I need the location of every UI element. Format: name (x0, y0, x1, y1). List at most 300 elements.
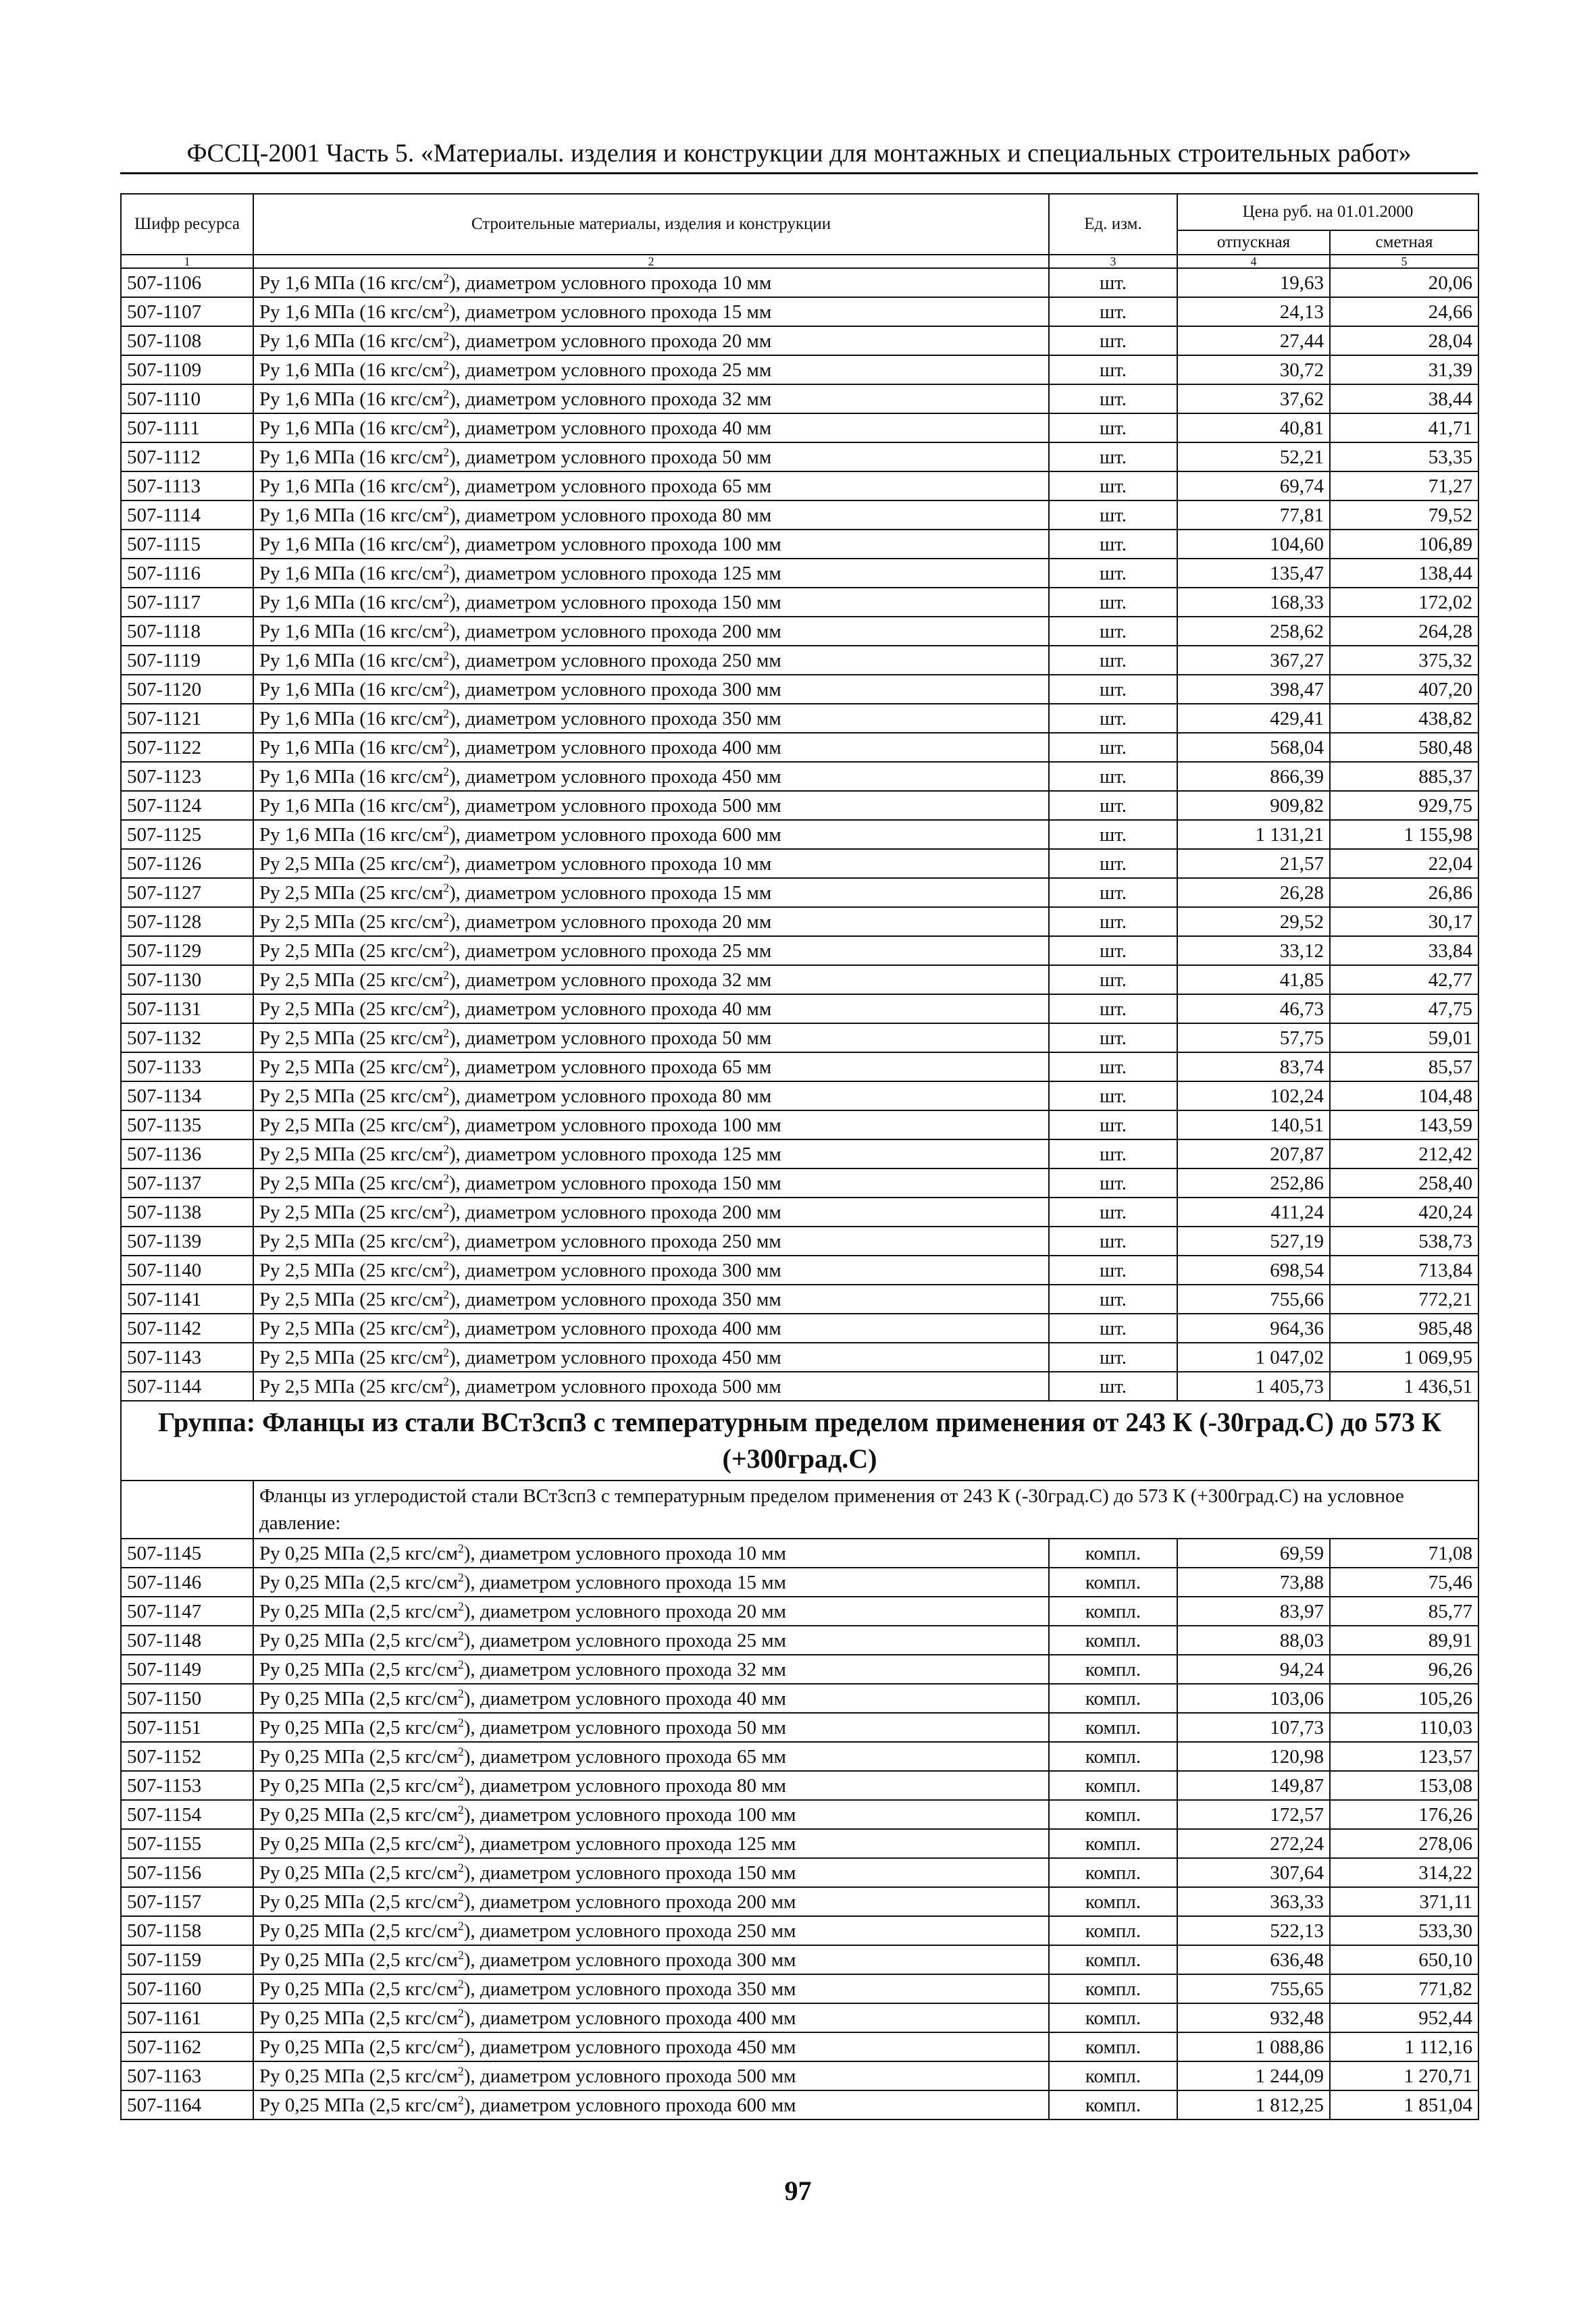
material-name (253, 820, 1049, 849)
resource-code: 507-1143 (121, 1343, 253, 1372)
release-price: 24,13 (1177, 297, 1330, 326)
estimate-price: 75,46 (1330, 1568, 1478, 1597)
resource-code: 507-1140 (121, 1256, 253, 1285)
estimate-price: 59,01 (1330, 1023, 1478, 1052)
estimate-price: 20,06 (1330, 268, 1478, 297)
unit: шт. (1049, 355, 1177, 384)
resource-code: 507-1141 (121, 1285, 253, 1314)
table-row (121, 617, 1478, 646)
unit: компл. (1049, 2003, 1177, 2032)
header-row (121, 194, 1478, 230)
material-name (253, 2032, 1049, 2061)
release-price: 29,52 (1177, 907, 1330, 936)
material-name-part: Ру 2,5 МПа (25 кгс/см (259, 1375, 444, 1397)
material-name-part: Ру 1,6 МПа (16 кгс/см (259, 678, 444, 700)
material-name-part: ), диаметром условного прохода 20 мм (448, 330, 772, 352)
material-name (253, 1800, 1049, 1829)
material-name-part: Ру 2,5 МПа (25 кгс/см (259, 1201, 444, 1223)
material-name-part: ), диаметром условного прохода 250 мм (448, 649, 781, 671)
material-name (253, 791, 1049, 820)
material-name-part: ), диаметром условного прохода 65 мм (463, 1745, 787, 1768)
material-name (253, 1568, 1049, 1597)
material-name-part: ), диаметром условного прохода 500 мм (448, 1375, 781, 1397)
superscript: 2 (443, 1083, 449, 1098)
material-name-part: Ру 0,25 МПа (2,5 кгс/см (259, 1745, 459, 1768)
table-row (121, 1539, 1478, 1568)
resource-code: 507-1139 (121, 1227, 253, 1256)
estimate-price: 28,04 (1330, 326, 1478, 355)
material-name (253, 355, 1049, 384)
resource-code: 507-1134 (121, 1081, 253, 1110)
material-name (253, 1858, 1049, 1887)
resource-code: 507-1107 (121, 297, 253, 326)
material-name-part: ), диаметром условного прохода 350 мм (448, 1288, 781, 1310)
material-name-part: ), диаметром условного прохода 80 мм (463, 1774, 787, 1797)
unit: шт. (1049, 762, 1177, 791)
superscript: 2 (458, 1947, 464, 1961)
superscript: 2 (443, 1025, 449, 1039)
release-price: 411,24 (1177, 1198, 1330, 1227)
material-name-part: Ру 2,5 МПа (25 кгс/см (259, 910, 444, 933)
unit: шт. (1049, 936, 1177, 965)
material-name-part: Ру 1,6 МПа (16 кгс/см (259, 446, 444, 468)
material-name (253, 907, 1049, 936)
estimate-price: 176,26 (1330, 1800, 1478, 1829)
material-name-part: ), диаметром условного прохода 500 мм (448, 794, 781, 817)
material-name-part: ), диаметром условного прохода 100 мм (463, 1803, 796, 1826)
material-name-part: ), диаметром условного прохода 10 мм (448, 272, 772, 294)
material-name (253, 2061, 1049, 2090)
superscript: 2 (443, 822, 449, 836)
material-name (253, 1713, 1049, 1742)
table-row (121, 1198, 1478, 1227)
page-number: 97 (784, 2176, 812, 2206)
estimate-price: 41,71 (1330, 413, 1478, 442)
superscript: 2 (443, 1345, 449, 1359)
unit: шт. (1049, 1168, 1177, 1198)
superscript: 2 (443, 706, 449, 720)
superscript: 2 (443, 590, 449, 604)
material-name-part: Ру 2,5 МПа (25 кгс/см (259, 1259, 444, 1281)
material-name-part: ), диаметром условного прохода 350 мм (463, 1978, 796, 2000)
release-price: 398,47 (1177, 675, 1330, 704)
resource-code: 507-1156 (121, 1858, 253, 1887)
superscript: 2 (443, 619, 449, 633)
estimate-price: 143,59 (1330, 1110, 1478, 1139)
estimate-price: 53,35 (1330, 442, 1478, 471)
unit: шт. (1049, 994, 1177, 1023)
material-name-part: ), диаметром условного прохода 65 мм (448, 475, 772, 497)
material-name-part: Ру 0,25 МПа (2,5 кгс/см (259, 1978, 459, 2000)
price-table-body (121, 194, 1478, 2119)
superscript: 2 (458, 2005, 464, 2020)
material-name-part: ), диаметром условного прохода 25 мм (463, 1629, 787, 1651)
material-name (253, 1771, 1049, 1800)
material-name (253, 1285, 1049, 1314)
subgroup-text: Фланцы из углеродистой стали ВСт3сп3 с температурным пределом применения от 243 К (-30град.С) до 573 К (+300град.С) на условное давление: (253, 1481, 1478, 1539)
unit: компл. (1049, 1974, 1177, 2003)
release-price: 932,48 (1177, 2003, 1330, 2032)
unit: шт. (1049, 384, 1177, 413)
table-row (121, 646, 1478, 675)
estimate-price: 1 112,16 (1330, 2032, 1478, 2061)
material-name (253, 326, 1049, 355)
material-name-part: ), диаметром условного прохода 65 мм (448, 1056, 772, 1078)
unit: шт. (1049, 617, 1177, 646)
estimate-price: 172,02 (1330, 588, 1478, 617)
superscript: 2 (443, 357, 449, 371)
release-price: 30,72 (1177, 355, 1330, 384)
table-row (121, 791, 1478, 820)
material-name-part: Ру 0,25 МПа (2,5 кгс/см (259, 1687, 459, 1709)
material-name (253, 1139, 1049, 1168)
resource-code: 507-1122 (121, 733, 253, 762)
header-release-price: отпускная (1177, 230, 1330, 255)
material-name-part: Ру 0,25 МПа (2,5 кгс/см (259, 1658, 459, 1680)
resource-code: 507-1106 (121, 268, 253, 297)
estimate-price: 71,08 (1330, 1539, 1478, 1568)
table-row (121, 1916, 1478, 1945)
material-name-part: Ру 1,6 МПа (16 кгс/см (259, 475, 444, 497)
material-name-part: Ру 0,25 МПа (2,5 кгс/см (259, 2094, 459, 2116)
group-title: Группа: Фланцы из стали ВСт3сп3 с температурным пределом применения от 243 К (-30град.С) до 573 К (+300град.С) (121, 1401, 1478, 1481)
table-row (121, 1655, 1478, 1684)
table-row (121, 1974, 1478, 2003)
material-name-part: ), диаметром условного прохода 125 мм (463, 1832, 796, 1855)
material-name-part: Ру 0,25 МПа (2,5 кгс/см (259, 1949, 459, 1971)
unit: шт. (1049, 1081, 1177, 1110)
superscript: 2 (458, 1570, 464, 1584)
release-price: 1 812,25 (1177, 2090, 1330, 2119)
release-price: 46,73 (1177, 994, 1330, 1023)
release-price: 522,13 (1177, 1916, 1330, 1945)
resource-code: 507-1123 (121, 762, 253, 791)
table-row (121, 1568, 1478, 1597)
estimate-price: 71,27 (1330, 471, 1478, 500)
superscript: 2 (443, 299, 449, 313)
material-name (253, 1974, 1049, 2003)
resource-code: 507-1129 (121, 936, 253, 965)
release-price: 40,81 (1177, 413, 1330, 442)
superscript: 2 (458, 2092, 464, 2107)
material-name-part: Ру 1,6 МПа (16 кгс/см (259, 794, 444, 817)
release-price: 83,97 (1177, 1597, 1330, 1626)
superscript: 2 (458, 1628, 464, 1642)
table-row (121, 704, 1478, 733)
material-name (253, 1198, 1049, 1227)
table-row (121, 820, 1478, 849)
estimate-price: 104,48 (1330, 1081, 1478, 1110)
estimate-price: 407,20 (1330, 675, 1478, 704)
superscript: 2 (458, 1831, 464, 1845)
superscript: 2 (443, 851, 449, 865)
unit: шт. (1049, 1023, 1177, 1052)
resource-code: 507-1148 (121, 1626, 253, 1655)
resource-code: 507-1159 (121, 1945, 253, 1974)
group-row (121, 1401, 1478, 1481)
material-name-part: ), диаметром условного прохода 40 мм (463, 1687, 787, 1709)
superscript: 2 (443, 735, 449, 749)
material-name-part: ), диаметром условного прохода 200 мм (448, 620, 781, 642)
release-price: 527,19 (1177, 1227, 1330, 1256)
table-row (121, 1081, 1478, 1110)
release-price: 207,87 (1177, 1139, 1330, 1168)
material-name-part: ), диаметром условного прохода 300 мм (463, 1949, 796, 1971)
material-name-part: Ру 0,25 МПа (2,5 кгс/см (259, 2007, 459, 2029)
superscript: 2 (458, 2034, 464, 2049)
table-row (121, 1684, 1478, 1713)
material-name (253, 849, 1049, 878)
superscript: 2 (443, 386, 449, 401)
release-price: 140,51 (1177, 1110, 1330, 1139)
unit: компл. (1049, 1916, 1177, 1945)
material-name (253, 1168, 1049, 1198)
unit: компл. (1049, 1829, 1177, 1858)
material-name (253, 1626, 1049, 1655)
unit: шт. (1049, 559, 1177, 588)
superscript: 2 (443, 1258, 449, 1272)
release-price: 69,59 (1177, 1539, 1330, 1568)
unit: шт. (1049, 1285, 1177, 1314)
estimate-price: 47,75 (1330, 994, 1478, 1023)
material-name (253, 442, 1049, 471)
unit: компл. (1049, 1684, 1177, 1713)
superscript: 2 (443, 967, 449, 981)
release-price: 568,04 (1177, 733, 1330, 762)
material-name-part: ), диаметром условного прохода 20 мм (463, 1600, 787, 1622)
material-name (253, 1684, 1049, 1713)
resource-code: 507-1150 (121, 1684, 253, 1713)
material-name-part: Ру 2,5 МПа (25 кгс/см (259, 1027, 444, 1049)
material-name (253, 530, 1049, 559)
material-name-part: Ру 2,5 МПа (25 кгс/см (259, 1230, 444, 1252)
material-name-part: ), диаметром условного прохода 32 мм (463, 1658, 787, 1680)
material-name (253, 936, 1049, 965)
estimate-price: 929,75 (1330, 791, 1478, 820)
material-name-part: Ру 0,25 МПа (2,5 кгс/см (259, 2065, 459, 2087)
material-name-part: Ру 0,25 МПа (2,5 кгс/см (259, 1571, 459, 1593)
material-name (253, 384, 1049, 413)
estimate-price: 138,44 (1330, 559, 1478, 588)
resource-code: 507-1120 (121, 675, 253, 704)
estimate-price: 772,21 (1330, 1285, 1478, 1314)
header-price: Цена руб. на 01.01.2000 (1177, 194, 1478, 230)
material-name-part: ), диаметром условного прохода 125 мм (448, 562, 781, 584)
unit: компл. (1049, 1945, 1177, 1974)
material-name-part: Ру 1,6 МПа (16 кгс/см (259, 591, 444, 613)
estimate-price: 1 270,71 (1330, 2061, 1478, 2090)
material-name-part: ), диаметром условного прохода 80 мм (448, 1085, 772, 1107)
material-name-part: Ру 0,25 МПа (2,5 кгс/см (259, 1861, 459, 1884)
unit: шт. (1049, 849, 1177, 878)
material-name-part: ), диаметром условного прохода 25 мм (448, 359, 772, 381)
table-row (121, 1597, 1478, 1626)
material-name (253, 1597, 1049, 1626)
superscript: 2 (443, 561, 449, 575)
resource-code: 507-1119 (121, 646, 253, 675)
resource-code: 507-1160 (121, 1974, 253, 2003)
material-name (253, 2090, 1049, 2119)
header-unit: Ед. изм. (1049, 194, 1177, 255)
material-name-part: ), диаметром условного прохода 150 мм (448, 1172, 781, 1194)
material-name-part: Ру 2,5 МПа (25 кгс/см (259, 998, 444, 1020)
estimate-price: 33,84 (1330, 936, 1478, 965)
resource-code: 507-1111 (121, 413, 253, 442)
release-price: 363,33 (1177, 1887, 1330, 1916)
column-number: 5 (1330, 255, 1478, 268)
resource-code: 507-1157 (121, 1887, 253, 1916)
material-name (253, 994, 1049, 1023)
material-name-part: ), диаметром условного прохода 400 мм (463, 2007, 796, 2029)
release-price: 83,74 (1177, 1052, 1330, 1081)
column-number-row (121, 255, 1478, 268)
subgroup-code-empty (121, 1481, 253, 1539)
table-row (121, 530, 1478, 559)
superscript: 2 (443, 1229, 449, 1243)
material-name (253, 1887, 1049, 1916)
unit: компл. (1049, 1771, 1177, 1800)
release-price: 94,24 (1177, 1655, 1330, 1684)
resource-code: 507-1130 (121, 965, 253, 994)
release-price: 252,86 (1177, 1168, 1330, 1198)
material-name (253, 500, 1049, 530)
estimate-price: 24,66 (1330, 297, 1478, 326)
material-name-part: ), диаметром условного прохода 250 мм (448, 1230, 781, 1252)
table-row (121, 471, 1478, 500)
resource-code: 507-1154 (121, 1800, 253, 1829)
resource-code: 507-1115 (121, 530, 253, 559)
material-name-part: ), диаметром условного прохода 50 мм (463, 1716, 787, 1739)
superscript: 2 (443, 1374, 449, 1388)
unit: компл. (1049, 1742, 1177, 1771)
unit: шт. (1049, 1110, 1177, 1139)
subgroup-row (121, 1481, 1478, 1539)
release-price: 33,12 (1177, 936, 1330, 965)
unit: компл. (1049, 1655, 1177, 1684)
table-row (121, 1945, 1478, 1974)
estimate-price: 264,28 (1330, 617, 1478, 646)
release-price: 172,57 (1177, 1800, 1330, 1829)
material-name (253, 1916, 1049, 1945)
superscript: 2 (443, 677, 449, 691)
superscript: 2 (443, 532, 449, 546)
superscript: 2 (443, 1287, 449, 1301)
estimate-price: 31,39 (1330, 355, 1478, 384)
estimate-price: 580,48 (1330, 733, 1478, 762)
superscript: 2 (443, 1054, 449, 1069)
unit: шт. (1049, 471, 1177, 500)
superscript: 2 (443, 1141, 449, 1156)
price-table (120, 193, 1479, 2120)
material-name-part: ), диаметром условного прохода 50 мм (448, 1027, 772, 1049)
table-row (121, 297, 1478, 326)
resource-code: 507-1108 (121, 326, 253, 355)
material-name-part: Ру 1,6 МПа (16 кгс/см (259, 823, 444, 846)
estimate-price: 85,57 (1330, 1052, 1478, 1081)
release-price: 755,66 (1177, 1285, 1330, 1314)
resource-code: 507-1118 (121, 617, 253, 646)
material-name-part: ), диаметром условного прохода 300 мм (448, 1259, 781, 1281)
table-row (121, 1052, 1478, 1081)
unit: шт. (1049, 704, 1177, 733)
resource-code: 507-1142 (121, 1314, 253, 1343)
superscript: 2 (443, 270, 449, 284)
release-price: 69,74 (1177, 471, 1330, 500)
superscript: 2 (458, 1686, 464, 1700)
release-price: 1 405,73 (1177, 1372, 1330, 1401)
superscript: 2 (443, 938, 449, 952)
resource-code: 507-1137 (121, 1168, 253, 1198)
superscript: 2 (458, 1541, 464, 1555)
material-name-part: ), диаметром условного прохода 20 мм (448, 910, 772, 933)
material-name-part: ), диаметром условного прохода 350 мм (448, 707, 781, 729)
superscript: 2 (458, 1744, 464, 1758)
release-price: 1 131,21 (1177, 820, 1330, 849)
material-name-part: ), диаметром условного прохода 15 мм (463, 1571, 787, 1593)
column-number: 1 (121, 255, 253, 268)
unit: компл. (1049, 2090, 1177, 2119)
header-estimate-price: сметная (1330, 230, 1478, 255)
estimate-price: 438,82 (1330, 704, 1478, 733)
material-name-part: ), диаметром условного прохода 450 мм (448, 1346, 781, 1368)
table-row (121, 878, 1478, 907)
release-price: 367,27 (1177, 646, 1330, 675)
estimate-price: 22,04 (1330, 849, 1478, 878)
resource-code: 507-1113 (121, 471, 253, 500)
material-name (253, 588, 1049, 617)
column-number: 3 (1049, 255, 1177, 268)
unit: компл. (1049, 1597, 1177, 1626)
material-name-part: Ру 2,5 МПа (25 кгс/см (259, 1056, 444, 1078)
resource-code: 507-1112 (121, 442, 253, 471)
material-name-part: ), диаметром условного прохода 10 мм (463, 1542, 787, 1564)
release-price: 135,47 (1177, 559, 1330, 588)
unit: компл. (1049, 2032, 1177, 2061)
material-name-part: ), диаметром условного прохода 300 мм (448, 678, 781, 700)
superscript: 2 (443, 473, 449, 488)
release-price: 307,64 (1177, 1858, 1330, 1887)
table-row (121, 994, 1478, 1023)
table-row (121, 2003, 1478, 2032)
material-name-part: ), диаметром условного прохода 400 мм (448, 1317, 781, 1339)
estimate-price: 106,89 (1330, 530, 1478, 559)
table-row (121, 1372, 1478, 1401)
table-row (121, 733, 1478, 762)
unit: шт. (1049, 588, 1177, 617)
material-name (253, 762, 1049, 791)
unit: шт. (1049, 791, 1177, 820)
estimate-price: 79,52 (1330, 500, 1478, 530)
superscript: 2 (443, 328, 449, 342)
material-name-part: Ру 2,5 МПа (25 кгс/см (259, 1288, 444, 1310)
table-row (121, 2090, 1478, 2119)
material-name-part: ), диаметром условного прохода 10 мм (448, 852, 772, 875)
table-row (121, 1285, 1478, 1314)
release-price: 120,98 (1177, 1742, 1330, 1771)
unit: шт. (1049, 413, 1177, 442)
material-name-part: Ру 1,6 МПа (16 кгс/см (259, 417, 444, 439)
table-row (121, 1023, 1478, 1052)
material-name-part: Ру 0,25 МПа (2,5 кгс/см (259, 1832, 459, 1855)
material-name-part: ), диаметром условного прохода 100 мм (448, 1114, 781, 1136)
estimate-price: 258,40 (1330, 1168, 1478, 1198)
unit: шт. (1049, 733, 1177, 762)
estimate-price: 42,77 (1330, 965, 1478, 994)
unit: шт. (1049, 326, 1177, 355)
resource-code: 507-1109 (121, 355, 253, 384)
material-name-part: ), диаметром условного прохода 150 мм (448, 591, 781, 613)
unit: шт. (1049, 500, 1177, 530)
